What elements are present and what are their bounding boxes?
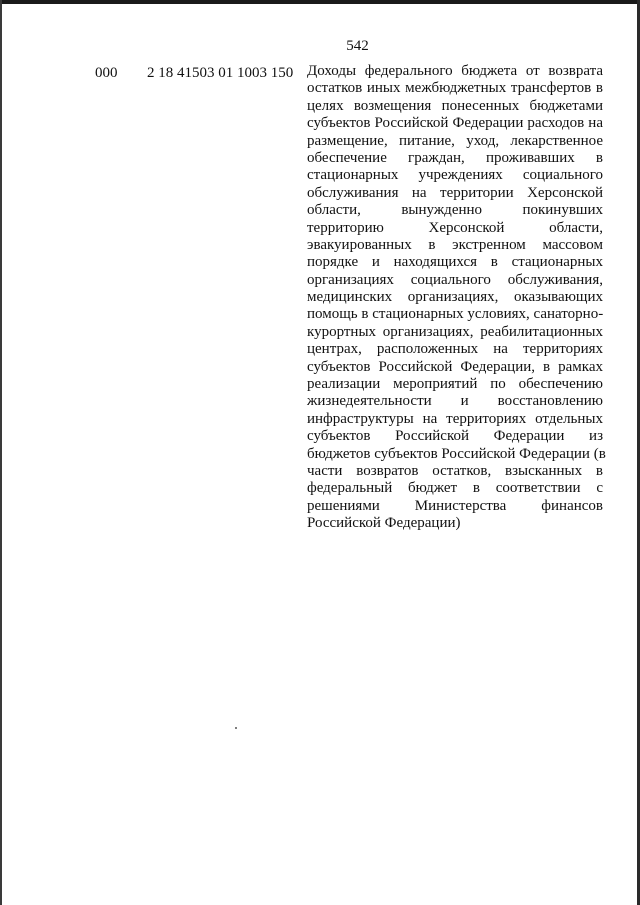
scan-edge-left [0,0,2,905]
description-line: остатков иных межбюджетных трансфертов в [307,80,603,97]
description-line: целях возмещения понесенных бюджетами [307,97,603,114]
scan-speck [235,727,237,729]
description-line: инфраструктуры на территориях отдельных [307,410,603,427]
budget-classification-code: 2 18 41503 01 1003 150 [147,65,294,81]
description-line: медицинских организациях, оказывающих [307,289,603,306]
description-line: части возвратов остатков, взысканных в [307,462,603,479]
scan-edge-top [0,0,640,4]
income-description [307,63,606,533]
description-line: курортных организациях, реабилитационных [307,323,603,340]
description-line: Российской Федерации) [307,515,461,532]
page-number: 542 [346,38,369,54]
description-line: стационарных учреждениях социального [307,167,603,184]
description-line: Доходы федерального бюджета от возврата [307,63,603,79]
description-line: области, вынужденно покинувших [307,202,603,219]
description-line: территорию Херсонской области, [307,219,603,236]
description-line: порядке и находящихся в стационарных [307,254,603,271]
description-line: эвакуированных в экстренном массовом [307,236,603,253]
description-line: организациях социального обслуживания, [307,271,603,288]
description-line: решениями Министерства финансов [307,497,603,514]
description-line: жизнедеятельности и восстановлению [307,393,603,410]
description-line: размещение, питание, уход, лекарственное [307,132,603,149]
description-line: субъектов Российской Федерации, в рамках [307,358,603,375]
description-line: обеспечение граждан, проживавших в [307,149,603,166]
description-line: бюджетов субъектов Российской Федерации (в [307,445,606,462]
admin-code: 000 [95,65,118,81]
description-line: центрах, расположенных на территориях [307,341,603,358]
description-line: федеральный бюджет в соответствии с [307,480,603,497]
description-line: помощь в стационарных условиях, санаторно- [307,306,604,323]
description-line: реализации мероприятий по обеспечению [307,376,603,393]
description-line: субъектов Российской Федерации расходов на [307,115,603,132]
description-line: субъектов Российской Федерации из [307,428,603,445]
description-line: обслуживания на территории Херсонской [307,184,603,201]
